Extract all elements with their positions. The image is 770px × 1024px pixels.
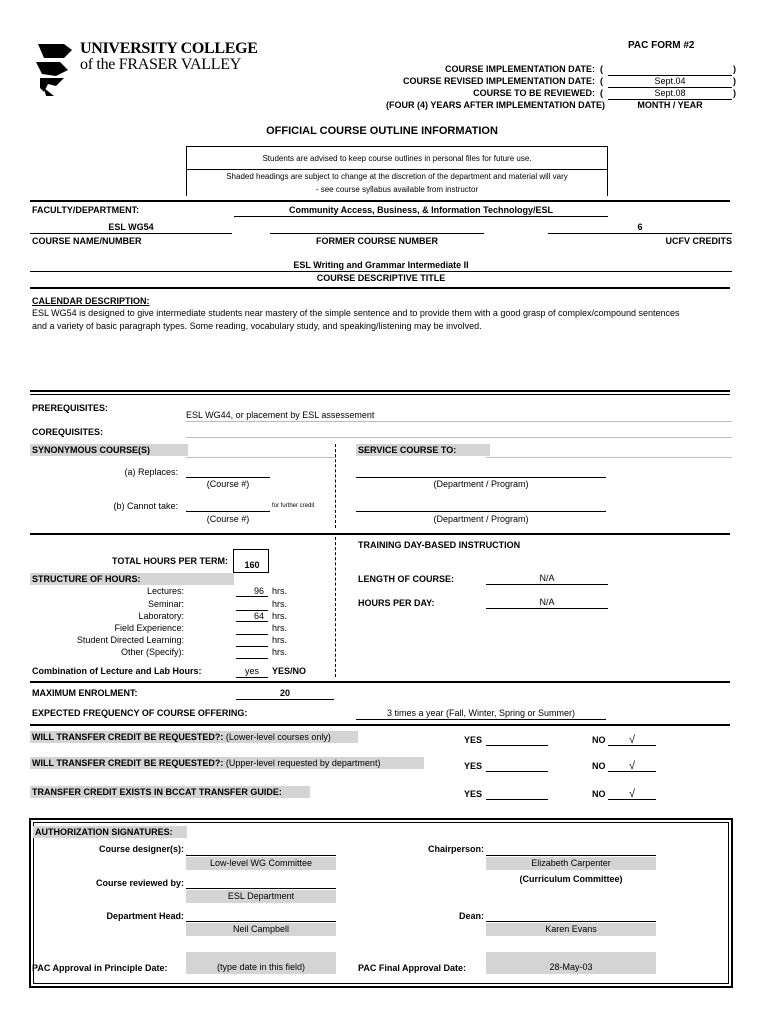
chair-note: (Curriculum Committee)	[519, 874, 623, 884]
logo-line2: of the FRASER VALLEY	[80, 56, 241, 73]
column-divider	[335, 444, 336, 528]
divider	[186, 457, 336, 458]
head-field[interactable]: Neil Campbell	[186, 923, 336, 936]
notice-border-left	[186, 170, 187, 196]
calendar-label: CALENDAR DESCRIPTION:	[32, 296, 150, 306]
total-hours-value[interactable]: 160	[244, 560, 260, 570]
transfer-row-3: TRANSFER CREDIT EXISTS IN BCCAT TRANSFER GUIDE:	[30, 786, 310, 798]
transfer-label: WILL TRANSFER CREDIT BE REQUESTED?:	[32, 758, 224, 768]
paren-close: )	[733, 88, 736, 98]
combo-label: Combination of Lecture and Lab Hours:	[32, 666, 202, 676]
dept-hint: (Department / Program)	[433, 514, 529, 524]
divider	[30, 200, 730, 202]
auth-label: AUTHORIZATION SIGNATURES:	[33, 826, 187, 838]
transfer-1-no-field[interactable]: √	[608, 734, 656, 746]
student-directed-field[interactable]	[236, 635, 268, 647]
logo	[34, 40, 258, 100]
dean-label: Dean:	[458, 911, 484, 921]
month-year-label: MONTH / YEAR	[637, 100, 703, 110]
enrolment-label: MAXIMUM ENROLMENT:	[32, 688, 138, 698]
course-name-label: COURSE NAME/NUMBER	[32, 236, 142, 246]
transfer-note: (Upper-level requested by department)	[225, 758, 381, 768]
credits-label: UCFV CREDITS	[665, 236, 732, 246]
former-course-field[interactable]	[270, 222, 484, 234]
column-divider	[335, 537, 336, 677]
transfer-2-yes-field[interactable]	[486, 760, 548, 772]
laboratory-label: Laboratory:	[138, 611, 184, 621]
divider	[30, 724, 730, 726]
divider	[186, 888, 336, 889]
hrs-unit: hrs.	[272, 586, 288, 596]
four-years-label: (FOUR (4) YEARS AFTER IMPLEMENTATION DATE)	[386, 100, 605, 110]
page-title: OFFICIAL COURSE OUTLINE INFORMATION	[266, 125, 498, 137]
coreq-label: COREQUISITES:	[32, 427, 104, 437]
course-title-label: COURSE DESCRIPTIVE TITLE	[316, 273, 446, 283]
seminar-label: Seminar:	[147, 599, 184, 609]
notice-border-right	[607, 170, 608, 196]
reviewed-label: Course reviewed by:	[95, 878, 184, 888]
lectures-label: Lectures:	[146, 586, 184, 596]
faculty-field[interactable]: Community Access, Business, & Information Technology/ESL	[234, 205, 608, 217]
synonymous-label: SYNONYMOUS COURSE(S)	[30, 444, 188, 456]
notice-line1: Students are advised to keep course outlines in personal files for future use.	[262, 154, 532, 163]
pac-final-field[interactable]: 28-May-03	[486, 952, 656, 974]
no-label: NO	[592, 789, 606, 799]
review-date-field[interactable]: Sept.08	[608, 88, 732, 100]
designer-field[interactable]: Low-level WG Committee	[186, 857, 336, 870]
service-label: SERVICE COURSE TO:	[356, 444, 490, 456]
transfer-row-2	[30, 757, 424, 769]
hrs-unit: hrs.	[272, 623, 288, 633]
yes-label: YES	[464, 789, 483, 799]
divider	[486, 921, 656, 922]
divider	[486, 457, 732, 458]
yes-label: YES	[464, 761, 483, 771]
dept-hint: (Department / Program)	[433, 479, 529, 489]
reviewed-field[interactable]: ESL Department	[186, 890, 336, 903]
course-name-field[interactable]: ESL WG54	[30, 222, 232, 234]
prereq-field[interactable]: ESL WG44, or placement by ESL assessement	[186, 410, 732, 422]
designer-label: Course designer(s):	[98, 844, 184, 854]
divider	[30, 681, 730, 683]
frequency-field[interactable]: 3 times a year (Fall, Winter, Spring or Summer)	[356, 708, 606, 720]
perday-field[interactable]: N/A	[486, 597, 608, 609]
replaces-label: (a) Replaces:	[124, 467, 178, 477]
hrs-unit: hrs.	[272, 599, 288, 609]
training-label: TRAINING DAY-BASED INSTRUCTION	[358, 540, 521, 550]
paren-close: )	[733, 76, 736, 86]
hrs-unit: hrs.	[272, 647, 288, 657]
notice-line2: Shaded headings are subject to change at the discretion of the department and material will vary	[226, 172, 568, 181]
impl-date-label: COURSE IMPLEMENTATION DATE:	[445, 64, 595, 74]
calendar-line1: ESL WG54 is designed to give intermediate students near mastery of the simple sentence and to provide them with a good grasp of complex/compound sentences	[32, 308, 680, 318]
logo-line1: UNIVERSITY COLLEGE	[80, 40, 258, 57]
transfer-row-1	[30, 731, 358, 743]
field-experience-field[interactable]	[236, 623, 268, 635]
head-label: Department Head:	[106, 911, 184, 921]
combo-field[interactable]: yes	[236, 666, 268, 678]
course-hint: (Course #)	[206, 479, 250, 489]
notice-line3: - see course syllabus available from instructor	[315, 185, 479, 194]
chair-label: Chairperson:	[427, 844, 484, 854]
course-hint: (Course #)	[206, 514, 250, 524]
divider	[30, 287, 730, 289]
other-hours-field[interactable]	[236, 647, 268, 659]
length-field[interactable]: N/A	[486, 573, 608, 585]
divider	[30, 390, 730, 392]
transfer-label: WILL TRANSFER CREDIT BE REQUESTED?:	[32, 732, 224, 742]
lectures-field[interactable]: 96	[236, 586, 268, 597]
cannot-take-field[interactable]	[186, 500, 270, 512]
yes-label: YES	[464, 735, 483, 745]
replaces-field[interactable]	[186, 466, 270, 478]
coreq-field[interactable]	[186, 426, 732, 438]
transfer-2-no-field[interactable]: √	[608, 760, 656, 772]
service-field-2[interactable]	[356, 500, 606, 512]
paren-open: (	[600, 76, 603, 86]
hrs-unit: hrs.	[272, 635, 288, 645]
frequency-label: EXPECTED FREQUENCY OF COURSE OFFERING:	[32, 708, 248, 718]
divider	[30, 394, 730, 395]
transfer-3-no-field[interactable]: √	[608, 788, 656, 800]
revised-date-label: COURSE REVISED IMPLEMENTATION DATE:	[402, 76, 595, 86]
divider	[30, 533, 730, 535]
transfer-1-yes-field[interactable]	[486, 734, 548, 746]
hrs-unit: hrs.	[272, 611, 288, 621]
former-course-label: FORMER COURSE NUMBER	[315, 236, 438, 246]
for-credit-label: for further credit	[272, 503, 315, 509]
paren-open: (	[600, 88, 603, 98]
cannot-take-label: (b) Cannot take:	[113, 501, 178, 511]
perday-label: HOURS PER DAY:	[358, 598, 435, 608]
divider	[186, 855, 336, 856]
course-title-field[interactable]: ESL Writing and Grammar Intermediate II	[30, 260, 732, 272]
seminar-field[interactable]	[236, 599, 268, 611]
chair-field[interactable]: Elizabeth Carpenter	[486, 857, 656, 870]
revised-date-field[interactable]: Sept.04	[608, 76, 732, 88]
other-hours-label: Other (Specify):	[120, 647, 184, 657]
faculty-label: FACULTY/DEPARTMENT:	[32, 205, 140, 215]
student-directed-label: Student Directed Learning:	[76, 635, 184, 645]
calendar-line2: and a variety of basic paragraph types. Some reading, vocabulary study, and speaking/listening may be involved.	[32, 321, 482, 331]
pac-principle-field[interactable]: (type date in this field)	[186, 952, 336, 974]
combo-yesno: YES/NO	[272, 666, 307, 676]
no-label: NO	[592, 735, 606, 745]
review-date-label: COURSE TO BE REVIEWED:	[473, 88, 595, 98]
form-id: PAC FORM #2	[628, 40, 695, 51]
divider	[486, 855, 656, 856]
structure-label: STRUCTURE OF HOURS:	[30, 573, 234, 585]
prereq-label: PREREQUISITES:	[32, 403, 109, 413]
field-experience-label: Field Experience:	[114, 623, 184, 633]
length-label: LENGTH OF COURSE:	[358, 574, 454, 584]
transfer-3-yes-field[interactable]	[486, 788, 548, 800]
credits-field[interactable]: 6	[548, 222, 732, 234]
pac-final-label: PAC Final Approval Date:	[358, 963, 467, 973]
enrolment-field[interactable]: 20	[236, 688, 334, 700]
pac-principle-label: PAC Approval in Principle Date:	[32, 963, 168, 973]
paren-open: (	[600, 64, 603, 74]
paren-close: )	[733, 64, 736, 74]
dean-field[interactable]: Karen Evans	[486, 923, 656, 936]
divider	[186, 921, 336, 922]
no-label: NO	[592, 761, 606, 771]
service-field-1[interactable]	[356, 466, 606, 478]
total-hours-label: TOTAL HOURS PER TERM:	[111, 556, 228, 566]
impl-date-field[interactable]	[608, 64, 732, 76]
transfer-note: (Lower-level courses only)	[225, 732, 331, 742]
laboratory-field[interactable]: 64	[236, 611, 268, 622]
ufv-logo-icon	[34, 40, 76, 98]
